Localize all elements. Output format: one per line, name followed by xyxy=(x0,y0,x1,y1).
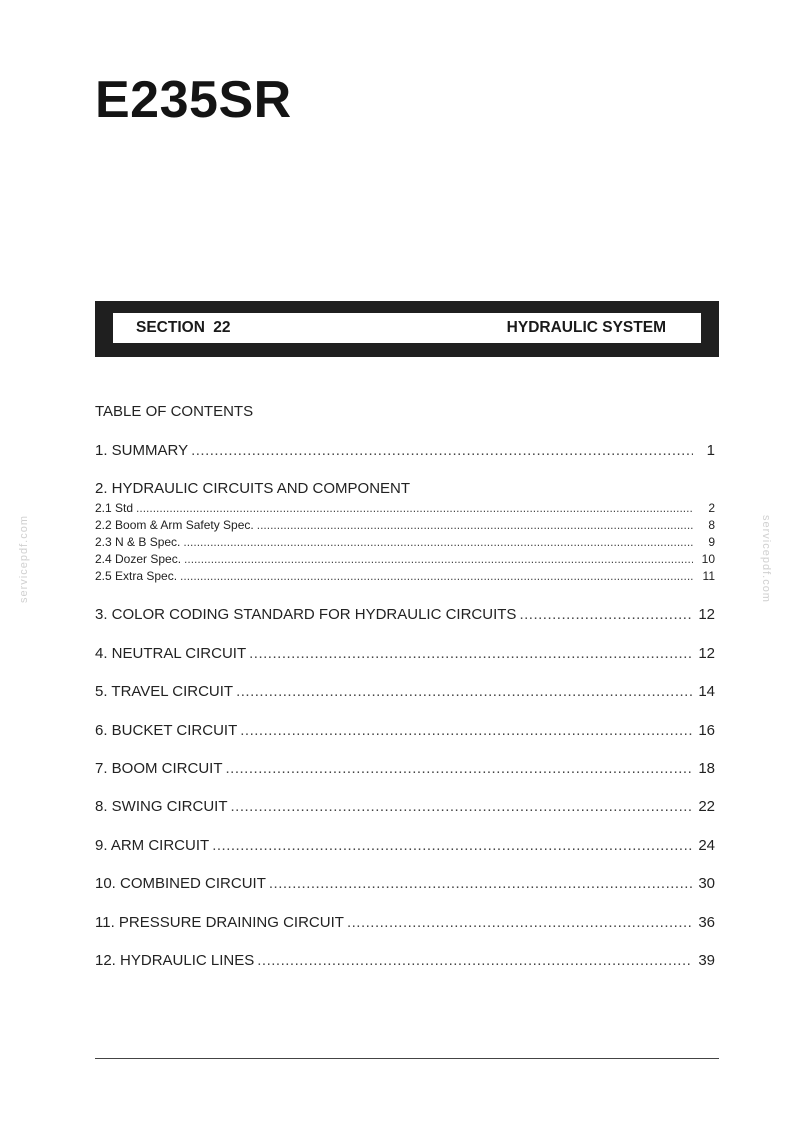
toc-dot-leader xyxy=(257,952,692,969)
toc-page-number: 39 xyxy=(698,952,715,969)
toc-subentry-label: 2.1 Std xyxy=(95,501,134,515)
toc-dot-leader xyxy=(257,518,693,532)
toc-page-number: 10 xyxy=(701,552,715,566)
toc-dot-leader xyxy=(184,552,693,566)
toc-dot-leader xyxy=(191,442,693,459)
toc-entry-combined-circuit[interactable] xyxy=(95,875,715,892)
toc-heading: TABLE OF CONTENTS xyxy=(95,403,254,420)
toc-page-number: 36 xyxy=(698,914,715,931)
section-title: HYDRAULIC SYSTEM xyxy=(506,319,666,336)
toc-dot-leader xyxy=(269,875,692,892)
toc-dot-leader xyxy=(180,569,693,583)
toc-page-number: 24 xyxy=(698,837,715,854)
toc-page-number: 18 xyxy=(698,760,715,777)
toc-entry-label: 1. SUMMARY xyxy=(95,442,189,459)
toc-subentry-label: 2.3 N & B Spec. xyxy=(95,535,181,549)
toc-dot-leader xyxy=(231,798,693,815)
section-number: SECTION 22 xyxy=(136,319,231,336)
toc-group-heading: 2. HYDRAULIC CIRCUITS AND COMPONENT xyxy=(95,480,411,497)
toc-dot-leader xyxy=(347,914,692,931)
toc-dot-leader xyxy=(236,683,692,700)
section-banner xyxy=(95,301,719,357)
toc-entry-label: 9. ARM CIRCUIT xyxy=(95,837,210,854)
toc-entry-travel-circuit[interactable] xyxy=(95,683,715,700)
toc-page-number: 30 xyxy=(698,875,715,892)
toc-page-number: 11 xyxy=(702,569,715,583)
toc-page-number: 1 xyxy=(706,442,715,459)
toc-dot-leader xyxy=(240,722,692,739)
toc-page-number: 12 xyxy=(698,645,715,662)
toc-subentry-dozer[interactable] xyxy=(95,552,715,566)
toc-entry-swing-circuit[interactable] xyxy=(95,798,715,815)
toc-dot-leader xyxy=(183,535,693,549)
toc-dot-leader xyxy=(212,837,692,854)
toc-page-number: 8 xyxy=(708,518,715,532)
toc-entry-arm-circuit[interactable] xyxy=(95,837,715,854)
toc-entry-label: 4. NEUTRAL CIRCUIT xyxy=(95,645,247,662)
toc-entry-neutral-circuit[interactable] xyxy=(95,645,715,662)
toc-entry-label: 12. HYDRAULIC LINES xyxy=(95,952,255,969)
toc-subentry-std[interactable] xyxy=(95,501,715,515)
toc-page-number: 16 xyxy=(698,722,715,739)
toc-entry-color-coding[interactable] xyxy=(95,606,715,623)
toc-subentry-boom-arm-safety[interactable] xyxy=(95,518,715,532)
toc-entry-bucket-circuit[interactable] xyxy=(95,722,715,739)
toc-dot-leader xyxy=(519,606,692,623)
toc-page-number: 14 xyxy=(698,683,715,700)
toc-entry-summary[interactable] xyxy=(95,442,715,459)
toc-subentry-label: 2.4 Dozer Spec. xyxy=(95,552,182,566)
section-banner-inner xyxy=(113,313,701,343)
toc-page-number: 2 xyxy=(708,501,715,515)
toc-entry-label: 11. PRESSURE DRAINING CIRCUIT xyxy=(95,914,344,931)
model-title: E235SR xyxy=(95,71,292,129)
toc-page-number: 22 xyxy=(698,798,715,815)
toc-page-number: 9 xyxy=(708,535,715,549)
watermark-left: servicepdf.com xyxy=(18,515,30,603)
toc-entry-boom-circuit[interactable] xyxy=(95,760,715,777)
toc-entry-label: 7. BOOM CIRCUIT xyxy=(95,760,223,777)
toc-entry-label: 10. COMBINED CIRCUIT xyxy=(95,875,266,892)
toc-entry-hydraulic-lines[interactable] xyxy=(95,952,715,969)
toc-entry-label: 8. SWING CIRCUIT xyxy=(95,798,228,815)
footer-rule xyxy=(95,1058,719,1059)
toc-page-number: 12 xyxy=(698,606,715,623)
toc-subentry-label: 2.2 Boom & Arm Safety Spec. xyxy=(95,518,254,532)
watermark-right: servicepdf.com xyxy=(760,515,772,603)
toc-subentry-label: 2.5 Extra Spec. xyxy=(95,569,178,583)
toc-dot-leader xyxy=(226,760,693,777)
toc-entry-label: 5. TRAVEL CIRCUIT xyxy=(95,683,234,700)
toc-subentry-extra[interactable] xyxy=(95,569,715,583)
toc-subentry-n-b[interactable] xyxy=(95,535,715,549)
toc-entry-label: 3. COLOR CODING STANDARD FOR HYDRAULIC CIRCUITS xyxy=(95,606,517,623)
toc-entry-pressure-draining-circuit[interactable] xyxy=(95,914,715,931)
toc-entry-label: 6. BUCKET CIRCUIT xyxy=(95,722,238,739)
toc-dot-leader xyxy=(136,501,693,515)
toc-dot-leader xyxy=(249,645,692,662)
